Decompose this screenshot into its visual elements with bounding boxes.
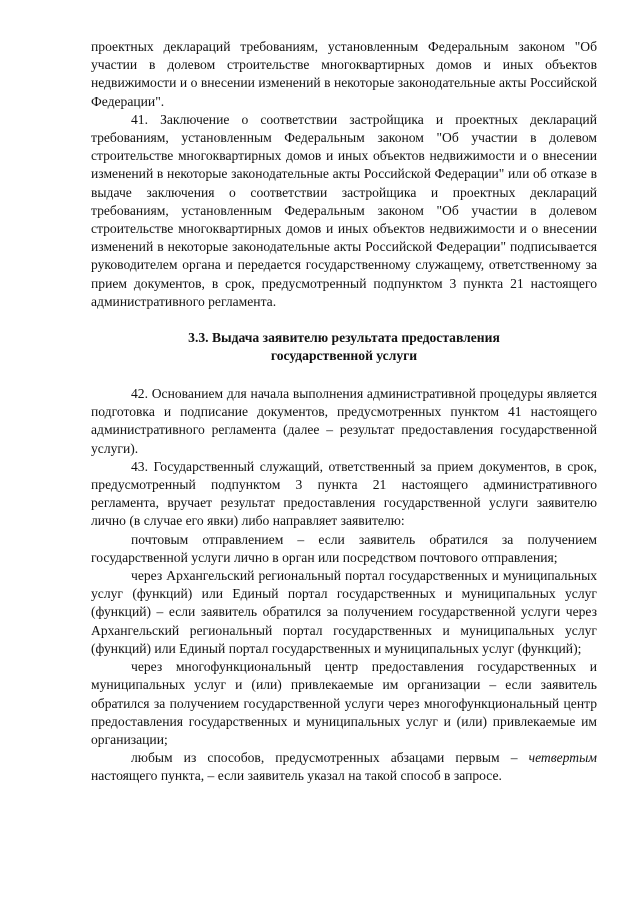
any-method-text-end: настоящего пункта, – если заявитель указал на такой способ в запросе. xyxy=(91,768,502,784)
section-heading-line-2: государственной услуги xyxy=(270,348,418,364)
list-item-portal: через Архангельский региональный портал государственных и муниципальных услуг (функций) или Единый портал государственных и муниципальных услуг (функций) – если заявитель обратился за получением государственной услуги через Архангельский региональный портал государственных и муниципальных услуг (функций) или Единый портал государственных и муниципальных услуг (функций); xyxy=(91,568,597,656)
any-method-text-start: любым из способов, предусмотренных абзацами первым – xyxy=(131,750,529,766)
any-method-italic: четвертым xyxy=(528,750,597,766)
list-item-mfc: через многофункциональный центр предоставления государственных и муниципальных услуг и (или) привлекаемые им организации – если заявитель обратился за получением государственной услуги через многофункциональный центр предоставления государственных и муниципальных услуг и (или) привлекаемые им организации; xyxy=(91,659,597,747)
section-heading xyxy=(91,329,597,365)
paragraph-43: 43. Государственный служащий, ответственный за прием документов, в срок, предусмотренный подпунктом 3 пункта 21 настоящего административного регламента, вручает результат предоставления государственной услуги заявителю лично (в случае его явки) либо направляет заявителю: xyxy=(91,458,597,529)
paragraph-41: 41. Заключение о соответствии застройщика и проектных деклараций требованиям, установленным Федеральным законом "Об участии в долевом строительстве многоквартирных домов и иных объектов недвижимости и о внесении изменений в некоторые законодательные акты Российской Федерации" или об отказе в выдаче заключения о соответствии застройщика и проектных деклараций требованиям, установленным Федеральным законом "Об участии в долевом строительстве многоквартирных домов и иных объектов недвижимости и о внесении изменений в некоторые законодательные акты Российской Федерации" подписывается руководителем органа и передается государственному служащему, ответственному за прием документов, в срок, предусмотренный подпунктом 3 пункта 21 настоящего административного регламента. xyxy=(91,111,597,309)
document-page xyxy=(91,38,597,786)
paragraph-continuation: проектных деклараций требованиям, установленным Федеральным законом "Об участии в долевом строительстве многоквартирных домов и иных объектов недвижимости и о внесении изменений в некоторые законодательные акты Российской Федерации". xyxy=(91,39,597,109)
section-heading-line-1: 3.3. Выдача заявителю результата предоставления xyxy=(188,330,500,346)
list-item-any-method xyxy=(91,749,597,785)
paragraph-42: 42. Основанием для начала выполнения административной процедуры является подготовка и подписание документов, предусмотренных пунктом 41 настоящего административного регламента (далее – результат предоставления государственной услуги). xyxy=(91,386,597,456)
list-item-post: почтовым отправлением – если заявитель обратился за получением государственной услуги лично в орган или посредством почтового отправления; xyxy=(91,531,597,565)
